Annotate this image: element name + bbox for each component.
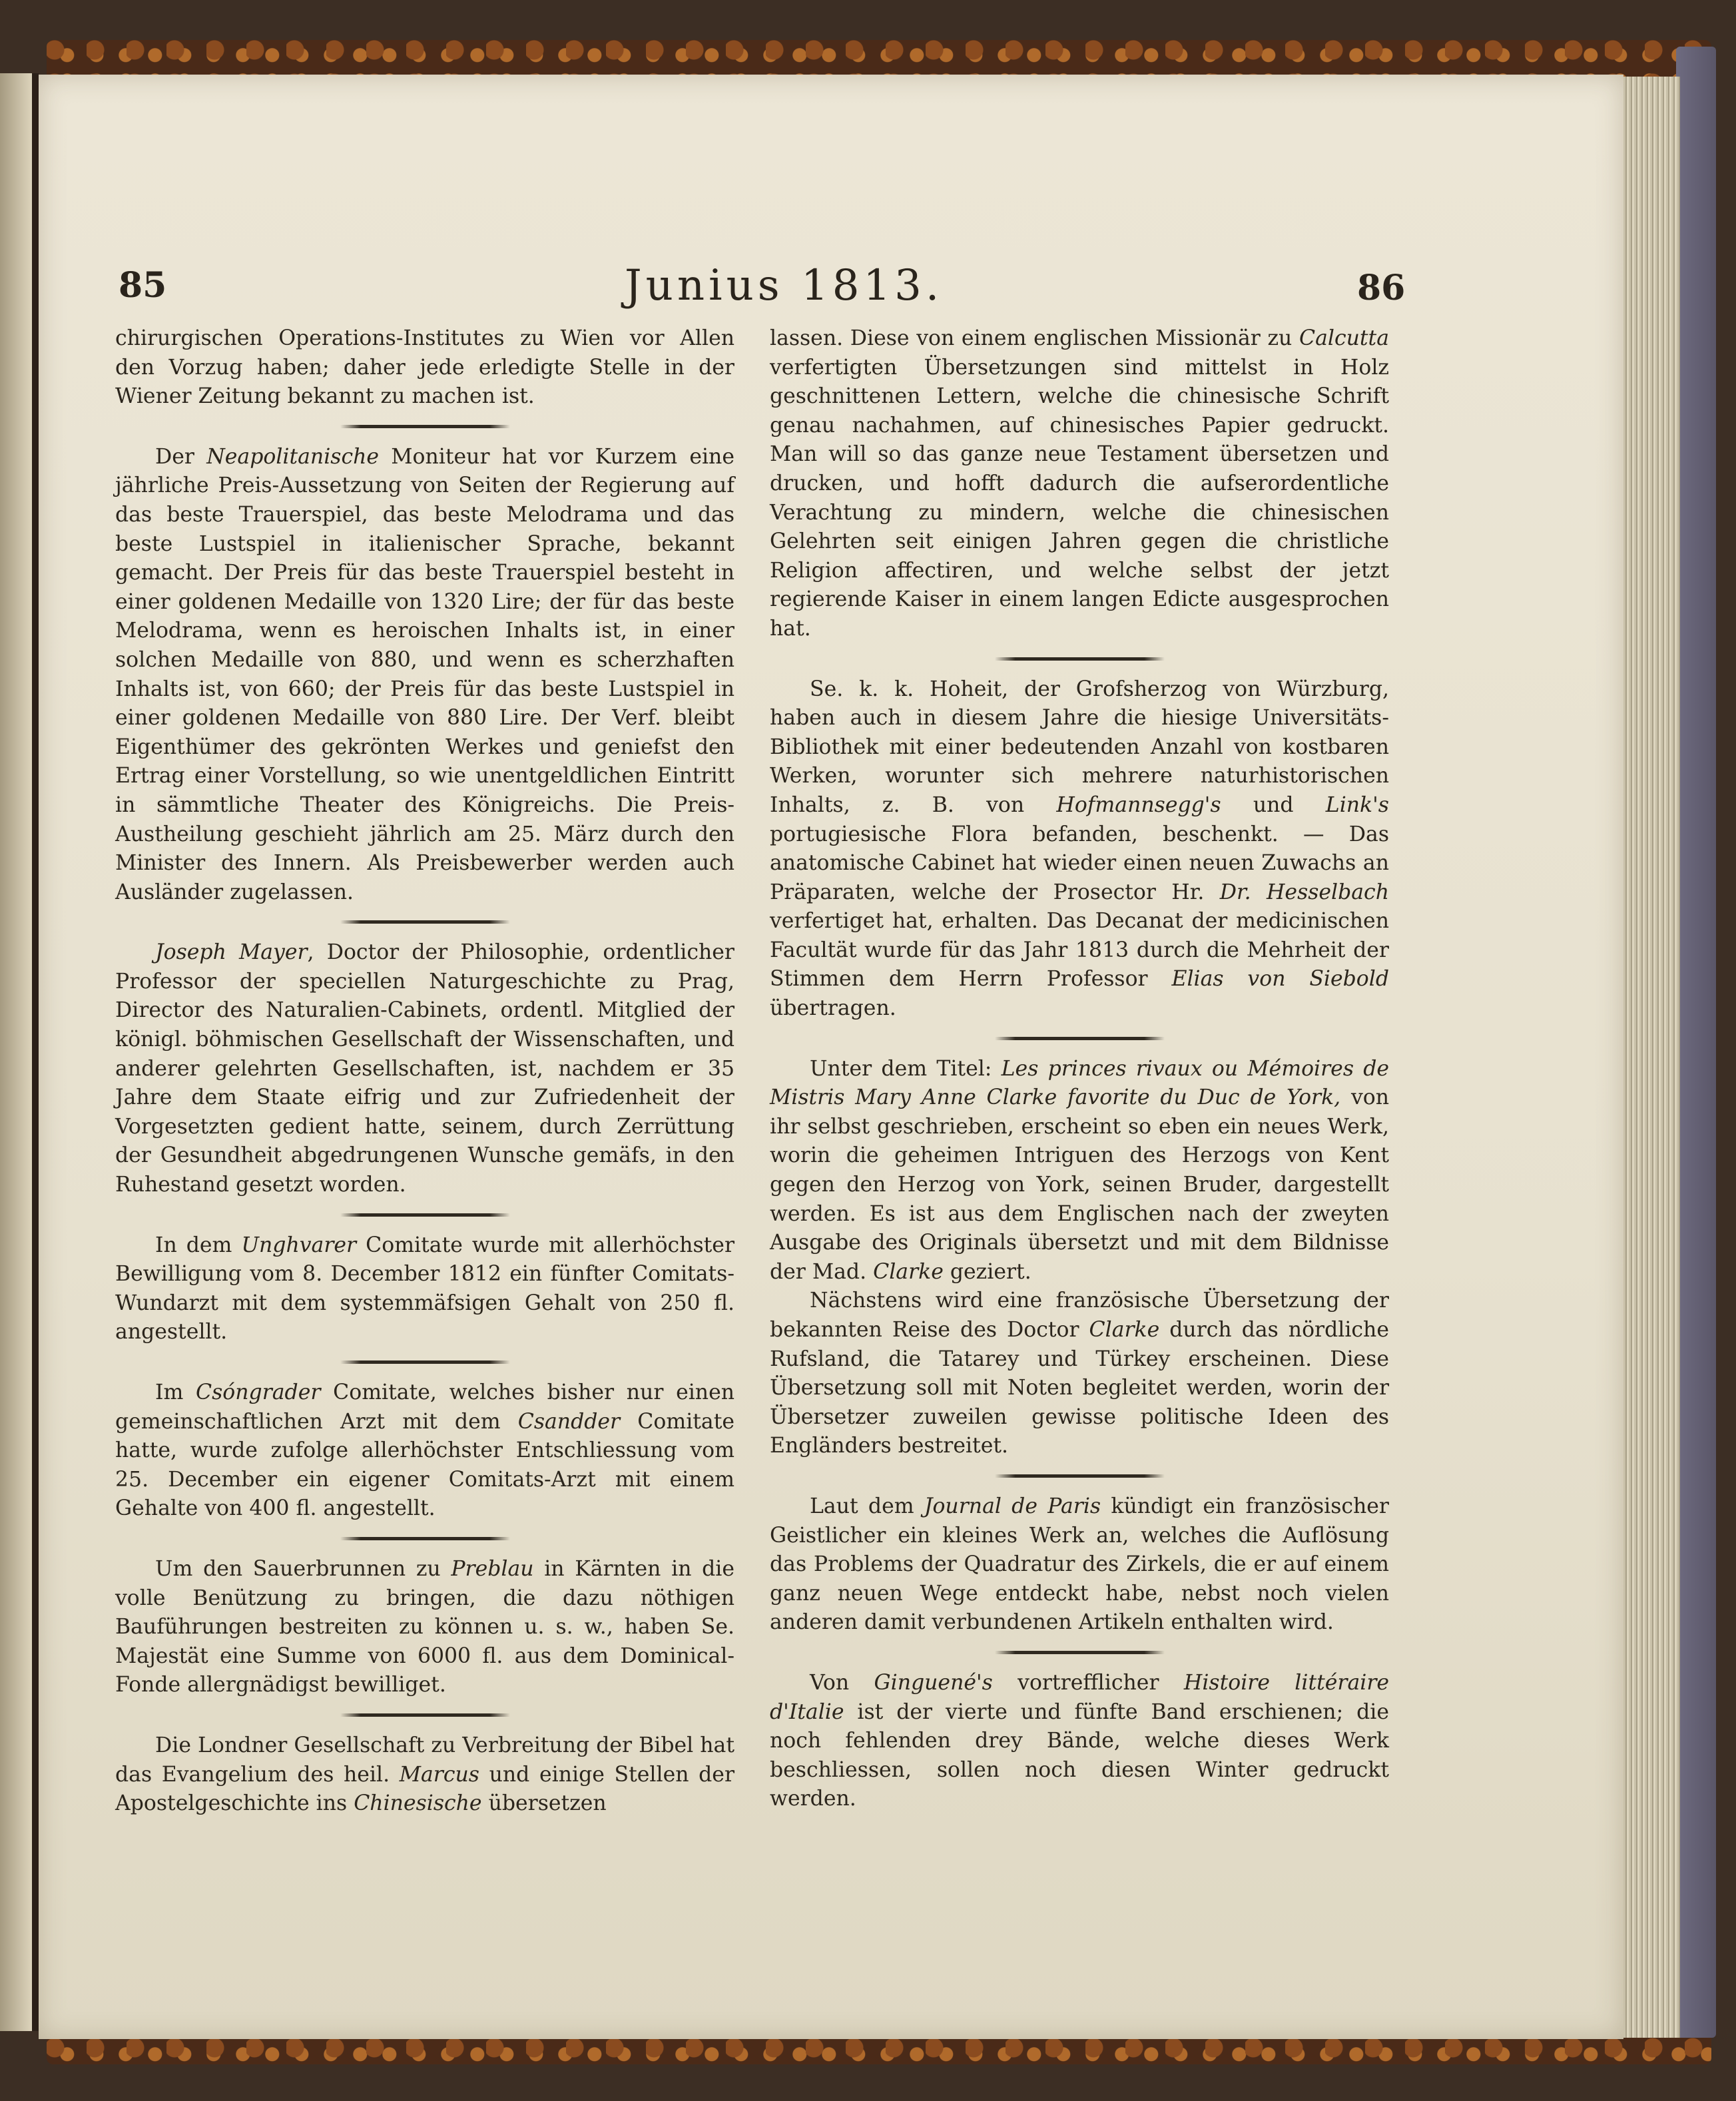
right-paragraph-1: lassen. Diese von einem englischen Missionär zu Calcutta verfertigten Übersetzungen sind mittelst in Holz geschnittenen Lettern, welche die chinesische Schrift genau nachahmen, auf chinesisches Papier gedruckt. Man will so das ganze neue Testament übersetzen und drucken, und hofft dadurch die aufserordentliche Verachtung zu mindern, welche die chinesischen Gelehrten seit einigen Jahren gegen die christliche Religion affectiren, und welche selbst der jetzt regierende Kaiser in einem langen Edicte ausgesprochen hat. (770, 326, 1389, 641)
right-paragraph-4: Nächstens wird eine französische Übersetzung der bekannten Reise des Doctor Clarke durch das nördliche Rufsland, die Tatarey und Türkey erscheinen. Diese Übersetzung soll mit Noten begleitet werden, worin der Übersetzer zuweilen gewisse politische Ideen des Engländers bestreitet. (770, 1289, 1389, 1458)
section-rule (340, 1213, 510, 1217)
left-column (115, 324, 734, 1819)
right-page-number: 86 (1357, 268, 1406, 308)
left-paragraph-1: chirurgischen Operations-Institutes zu Wien vor Allen den Vorzug haben; daher jede erledigte Stelle in der Wiener Zeitung bekannt zu machen ist. (115, 326, 734, 409)
section-rule (340, 1360, 510, 1364)
left-paragraph-5: Im Csóngrader Comitate, welches bisher nur einen gemeinschaftlichen Arzt mit dem Csandder Comitate hatte, wurde zufolge allerhöchster Entschliessung vom 25. December ein eigener Comitats-Arzt mit einem Gehalte von 400 fl. angestellt. (115, 1380, 735, 1521)
left-paragraph-6: Um den Sauerbrunnen zu Preblau in Kärnten in die volle Benützung zu bringen, die dazu nöthigen Bauführungen bestreiten zu können u. s. w., haben Se. Majestät eine Summe von 6000 fl. aus dem Dominical-Fonde allergnädigst bewilliget. (115, 1556, 735, 1697)
left-page-number: 85 (119, 265, 167, 306)
page-stack-edges (1623, 77, 1680, 2038)
section-rule (340, 1713, 510, 1717)
book-page (39, 75, 1623, 2039)
section-rule (995, 1651, 1165, 1654)
left-paragraph-2: Der Neapolitanische Moniteur hat vor Kurzem eine jährliche Preis-Aussetzung von Seiten der Regierung auf das beste Trauerspiel, das beste Melodrama und das beste Lustspiel in italienischer Sprache, bekannt gemacht. Der Preis für das beste Trauerspiel besteht in einer goldenen Medaille von 1320 Lire; der für das beste Melodrama, wenn es heroischen Inhalts ist, in einer solchen Medaille von 880, und wenn es scherzhaften Inhalts ist, von 660; der Preis für das beste Lustspiel in einer goldenen Medaille von 880 Lire. Der Verf. bleibt Eigenthümer des gekrönten Werkes und geniefst den Ertrag einer Vorstellung, so wie unentgeldlichen Eintritt in sämmtliche Theater des Königreichs. Die Preis-Austheilung geschieht jährlich am 25. März durch den Minister des Innern. Als Preisbewerber werden auch Ausländer zugelassen. (115, 444, 734, 904)
right-column (770, 324, 1389, 1814)
left-paragraph-7: Die Londner Gesellschaft zu Verbreitung der Bibel hat das Evangelium des heil. Marcus und einige Stellen der Apostelgeschichte ins Chinesische übersetzen (115, 1733, 735, 1816)
section-rule (995, 657, 1165, 661)
section-rule (340, 425, 510, 428)
left-paragraph-4: In dem Unghvarer Comitate wurde mit allerhöchster Bewilligung vom 8. December 1812 ein fünfter Comitats-Wundarzt mit dem systemmäfsigen Gehalt von 250 fl. angestellt. (115, 1233, 735, 1345)
section-rule (995, 1037, 1165, 1040)
previous-page-edge (0, 73, 32, 2031)
book-gutter (32, 73, 39, 2031)
section-rule (340, 1537, 510, 1540)
section-rule (995, 1474, 1165, 1478)
section-rule (340, 920, 510, 924)
right-paragraph-2: Se. k. k. Hoheit, der Grofsherzog von Würzburg, haben auch in diesem Jahre die hiesige Universitäts-Bibliothek mit einer bedeutenden Anzahl von kostbaren Werken, worunter sich mehrere naturhistorischen Inhalts, z. B. von Hofmannsegg's und Link's portugiesische Flora befanden, beschenkt. — Das anatomische Cabinet hat wieder einen neuen Zuwachs an Präparaten, welche der Prosector Hr. Dr. Hesselbach verfertiget hat, erhalten. Das Decanat der medicinischen Facultät wurde für das Jahr 1813 durch die Mehrheit der Stimmen dem Herrn Professor Elias von Siebold übertragen. (770, 677, 1389, 1021)
right-paragraph-6: Von Ginguené's vortrefflicher Histoire littéraire d'Italie ist der vierte und fünfte Band erschienen; die noch fehlenden drey Bände, welche dieses Werk beschliessen, sollen noch diesen Winter gedruckt werden. (770, 1670, 1390, 1811)
running-title: Junius 1813. (625, 261, 944, 310)
right-paragraph-5: Laut dem Journal de Paris kündigt ein französischer Geistlicher ein kleines Werk an, welches die Auflösung das Problems der Quadratur des Zirkels, die er auf einem ganz neuen Wege entdeckt habe, nebst noch vielen anderen damit verbundenen Artikeln enthalten wird. (770, 1494, 1389, 1635)
left-paragraph-3: Joseph Mayer, Doctor der Philosophie, ordentlicher Professor der speciellen Naturgeschichte zu Prag, Director des Naturalien-Cabinets, ordentl. Mitglied der königl. böhmischen Gesellschaft der Wissenschaften, und anderer gelehrten Gesellschaften, ist, nachdem er 35 Jahre dem Staate eifrig und zur Zufriedenheit der Vorgesetzten gedient hatte, seinem, durch Zerrüttung der Gesundheit abgedrungenen Wunsche gemäfs, in den Ruhestand gesetzt worden. (115, 940, 734, 1197)
cover-edge (1676, 47, 1716, 2038)
right-paragraph-3: Unter dem Titel: Les princes rivaux ou Mémoires de Mistris Mary Anne Clarke favorite du Duc de York, von ihr selbst geschrieben, erscheint so eben ein neues Werk, worin die geheimen Intriguen des Herzogs von Kent gegen den Herzog von York, seinen Bruder, dargestellt werden. Es ist aus dem Englischen nach der zweyten Ausgabe des Originals übersetzt und mit dem Bildnisse der Mad. Clarke geziert. (770, 1056, 1390, 1284)
page-header (39, 261, 1623, 328)
